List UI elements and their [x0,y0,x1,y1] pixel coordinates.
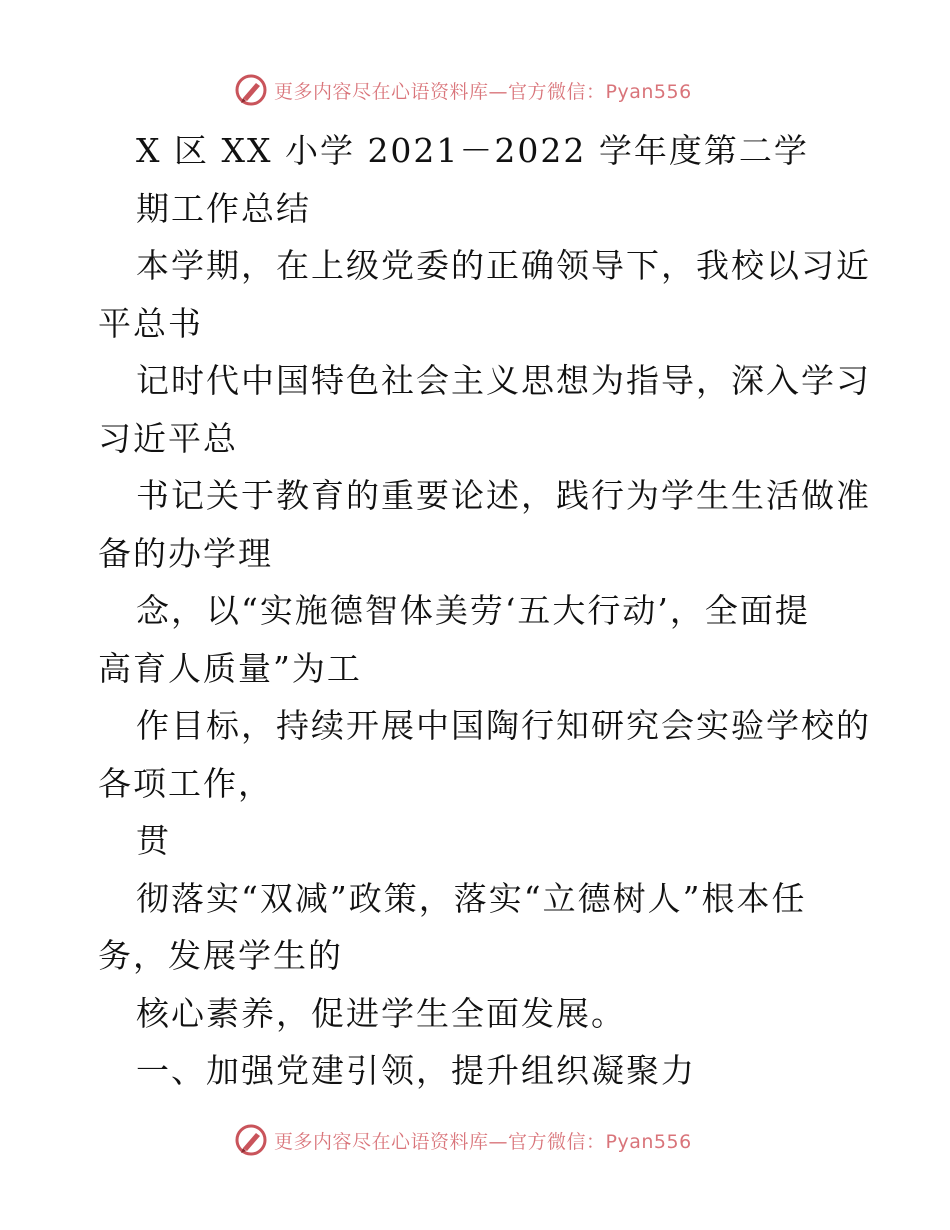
text-line: 各项工作， [98,763,273,803]
document-body [98,122,871,1100]
watermark-header [234,72,692,108]
text-line: 备的办学理 [98,533,273,573]
text-line: 平总书 [98,303,203,343]
text-line: 习近平总 [98,418,238,458]
title-line-2: 期工作总结 [136,188,311,228]
watermark-text: 更多内容尽在心语资料库—官方微信：Pyan556 [274,1130,692,1153]
title-line-1: X 区 XX 小学 2021－2022 学年度第二学 [136,131,809,170]
text-line: 彻落实“双减”政策，落实“立德树人”根本任 [136,878,807,918]
text-line: 务，发展学生的 [98,936,343,975]
text-line: 高育人质量”为工 [98,648,362,688]
text-line: 书记关于教育的重要论述，践行为学生生活做准 [136,476,871,515]
text-line: 记时代中国特色社会主义思想为指导，深入学习 [136,361,871,400]
text-line: 贯 [136,821,171,860]
watermark-footer [234,1122,692,1158]
text-line: 作目标，持续开展中国陶行知研究会实验学校的 [136,706,871,745]
watermark-text: 更多内容尽在心语资料库—官方微信：Pyan556 [274,80,692,103]
section-heading: 一、加强党建引领，提升组织凝聚力 [136,1051,696,1090]
text-line: 念，以“实施德智体美劳‘五大行动’，全面提 [136,591,810,630]
pen-logo-icon [234,73,268,107]
text-line: 核心素养，促进学生全面发展。 [136,993,626,1033]
text-line: 本学期，在上级党委的正确领导下，我校以习近 [136,246,871,285]
pen-logo-icon [234,1123,268,1157]
